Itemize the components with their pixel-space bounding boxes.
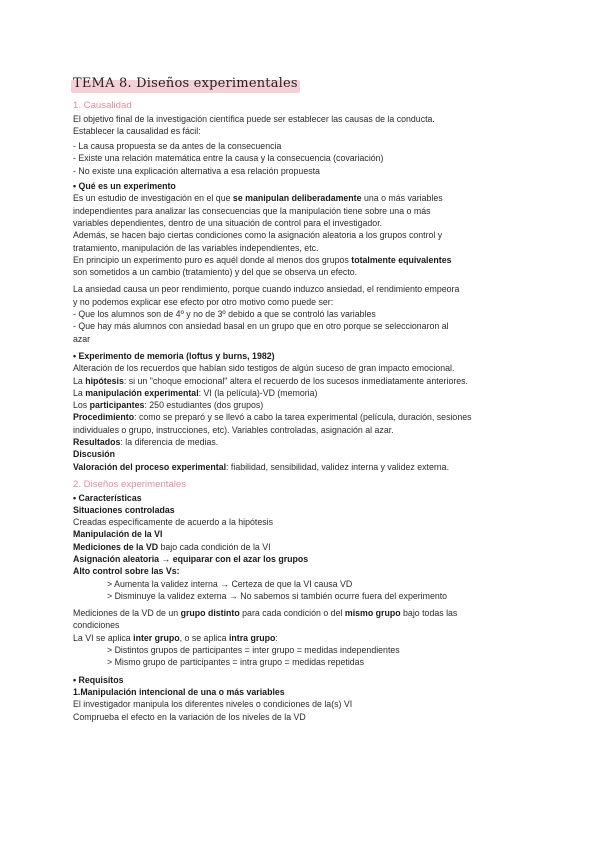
- paragraph-line: individuales o grupo, instrucciones, etc). Variables controladas, asignación al azar.: [73, 424, 394, 435]
- paragraph-line: La manipulación experimental: VI (la película)-VD (memoria): [73, 387, 318, 398]
- paragraph-line: - Que los alumnos son de 4º y no de 3º debido a que se controló las variables: [73, 309, 376, 320]
- paragraph-line: y no podemos explicar ese efecto por otro motivo como puede ser:: [73, 296, 334, 307]
- paragraph-line: Comprueba el efecto en la variación de los niveles de la VD: [73, 711, 306, 722]
- paragraph-line: Mediciones de la VD de un grupo distinto para cada condición o del mismo grupo bajo todas las: [73, 608, 458, 619]
- subheading-requisitos: • Requisitos: [73, 674, 124, 685]
- list-item: > Aumenta la validez interna → Certeza de que la VI causa VD: [107, 578, 353, 589]
- document-page: [73, 74, 543, 723]
- paragraph-line: La VI se aplica inter grupo, o se aplica intra grupo:: [73, 632, 278, 643]
- paragraph-line: - Que hay más alumnos con ansiedad basal en un grupo que en otro porque se seleccionaron al: [73, 321, 449, 332]
- paragraph-line: El investigador manipula los diferentes niveles o condiciones de la(s) VI: [73, 699, 353, 710]
- paragraph-line: Discusión: [73, 449, 116, 460]
- section-heading-causalidad: 1. Causalidad: [73, 100, 132, 111]
- paragraph-line: Procedimiento: como se preparó y se llevó a cabo la tarea experimental (película, duración, sesiones: [73, 412, 472, 423]
- list-item: > Distintos grupos de participantes = inter grupo = medidas independientes: [107, 645, 400, 656]
- subheading-caracteristicas: • Características: [73, 492, 142, 503]
- paragraph-line: Asignación aleatoria → equiparar con el azar los grupos: [73, 553, 309, 564]
- paragraph-line: En principio un experimento puro es aquél donde al menos dos grupos totalmente equivalentes: [73, 254, 452, 265]
- list-item: > Mismo grupo de participantes = intra grupo = medidas repetidas: [107, 657, 364, 668]
- paragraph-line: condiciones: [73, 620, 120, 631]
- paragraph-line: Situaciones controladas: [73, 504, 175, 515]
- paragraph-line: variables dependientes, dentro de una situación de control para el investigador.: [73, 217, 383, 228]
- title-block: [73, 75, 298, 93]
- paragraph-line: independientes para analizar las consecuencias que la manipulación tiene sobre una o más: [73, 205, 431, 216]
- subheading-memoria: • Experimento de memoria (loftus y burns, 1982): [73, 350, 275, 361]
- paragraph-line: 1.Manipulación intencional de una o más variables: [73, 686, 285, 697]
- paragraph-line: La ansiedad causa un peor rendimiento, porque cuando induzco ansiedad, el rendimiento empeora: [73, 284, 460, 295]
- paragraph-line: Alteración de los recuerdos que habían sido testigos de algún suceso de gran impacto emocional.: [73, 363, 455, 374]
- paragraph-line: Manipulación de la VI: [73, 529, 163, 540]
- paragraph-line: Valoración del proceso experimental: fiabilidad, sensibilidad, validez interna y validez externa.: [73, 461, 450, 472]
- page-title: TEMA 8. Diseños experimentales: [73, 76, 298, 91]
- paragraph-line: tratamiento, manipulación de las variables independientes, etc.: [73, 242, 319, 253]
- paragraph-line: Alto control sobre las Vs:: [73, 566, 180, 577]
- paragraph-line: La hipótesis: si un "choque emocional" altera el recuerdo de los sucesos inmediatamente anteriores.: [73, 375, 468, 386]
- paragraph-line: El objetivo final de la investigación científica puede ser establecer las causas de la conducta.: [73, 113, 435, 124]
- paragraph-line: azar: [73, 333, 91, 344]
- section-heading-disenos: 2. Diseños experimentales: [73, 478, 187, 490]
- list-item: > Disminuye la validez externa → No sabemos si también ocurre fuera del experimento: [107, 590, 448, 601]
- list-item: - Existe una relación matemática entre la causa y la consecuencia (covariación): [73, 153, 384, 164]
- paragraph-line: Establecer la causalidad es fácil:: [73, 125, 201, 136]
- paragraph-line: son sometidos a un cambio (tratamiento) y del que se observa un efecto.: [73, 267, 358, 278]
- paragraph-line: Además, se hacen bajo ciertas condiciones como la asignación aleatoria a los grupos control y: [73, 230, 443, 241]
- paragraph-line: Mediciones de la VD bajo cada condición de la VI: [73, 541, 271, 552]
- paragraph-line: Es un estudio de investigación en el que se manipulan deliberadamente una o más variables: [73, 193, 443, 204]
- subheading-experimento: • Qué es un experimento: [73, 181, 176, 192]
- paragraph-line: Creadas específicamente de acuerdo a la hipótesis: [73, 517, 274, 528]
- list-item: - La causa propuesta se da antes de la consecuencia: [73, 141, 282, 152]
- paragraph-line: Los participantes: 250 estudiantes (dos grupos): [73, 400, 264, 411]
- list-item: - No existe una explicación alternativa a esa relación propuesta: [73, 165, 320, 176]
- paragraph-line: Resultados: la diferencia de medias.: [73, 437, 219, 448]
